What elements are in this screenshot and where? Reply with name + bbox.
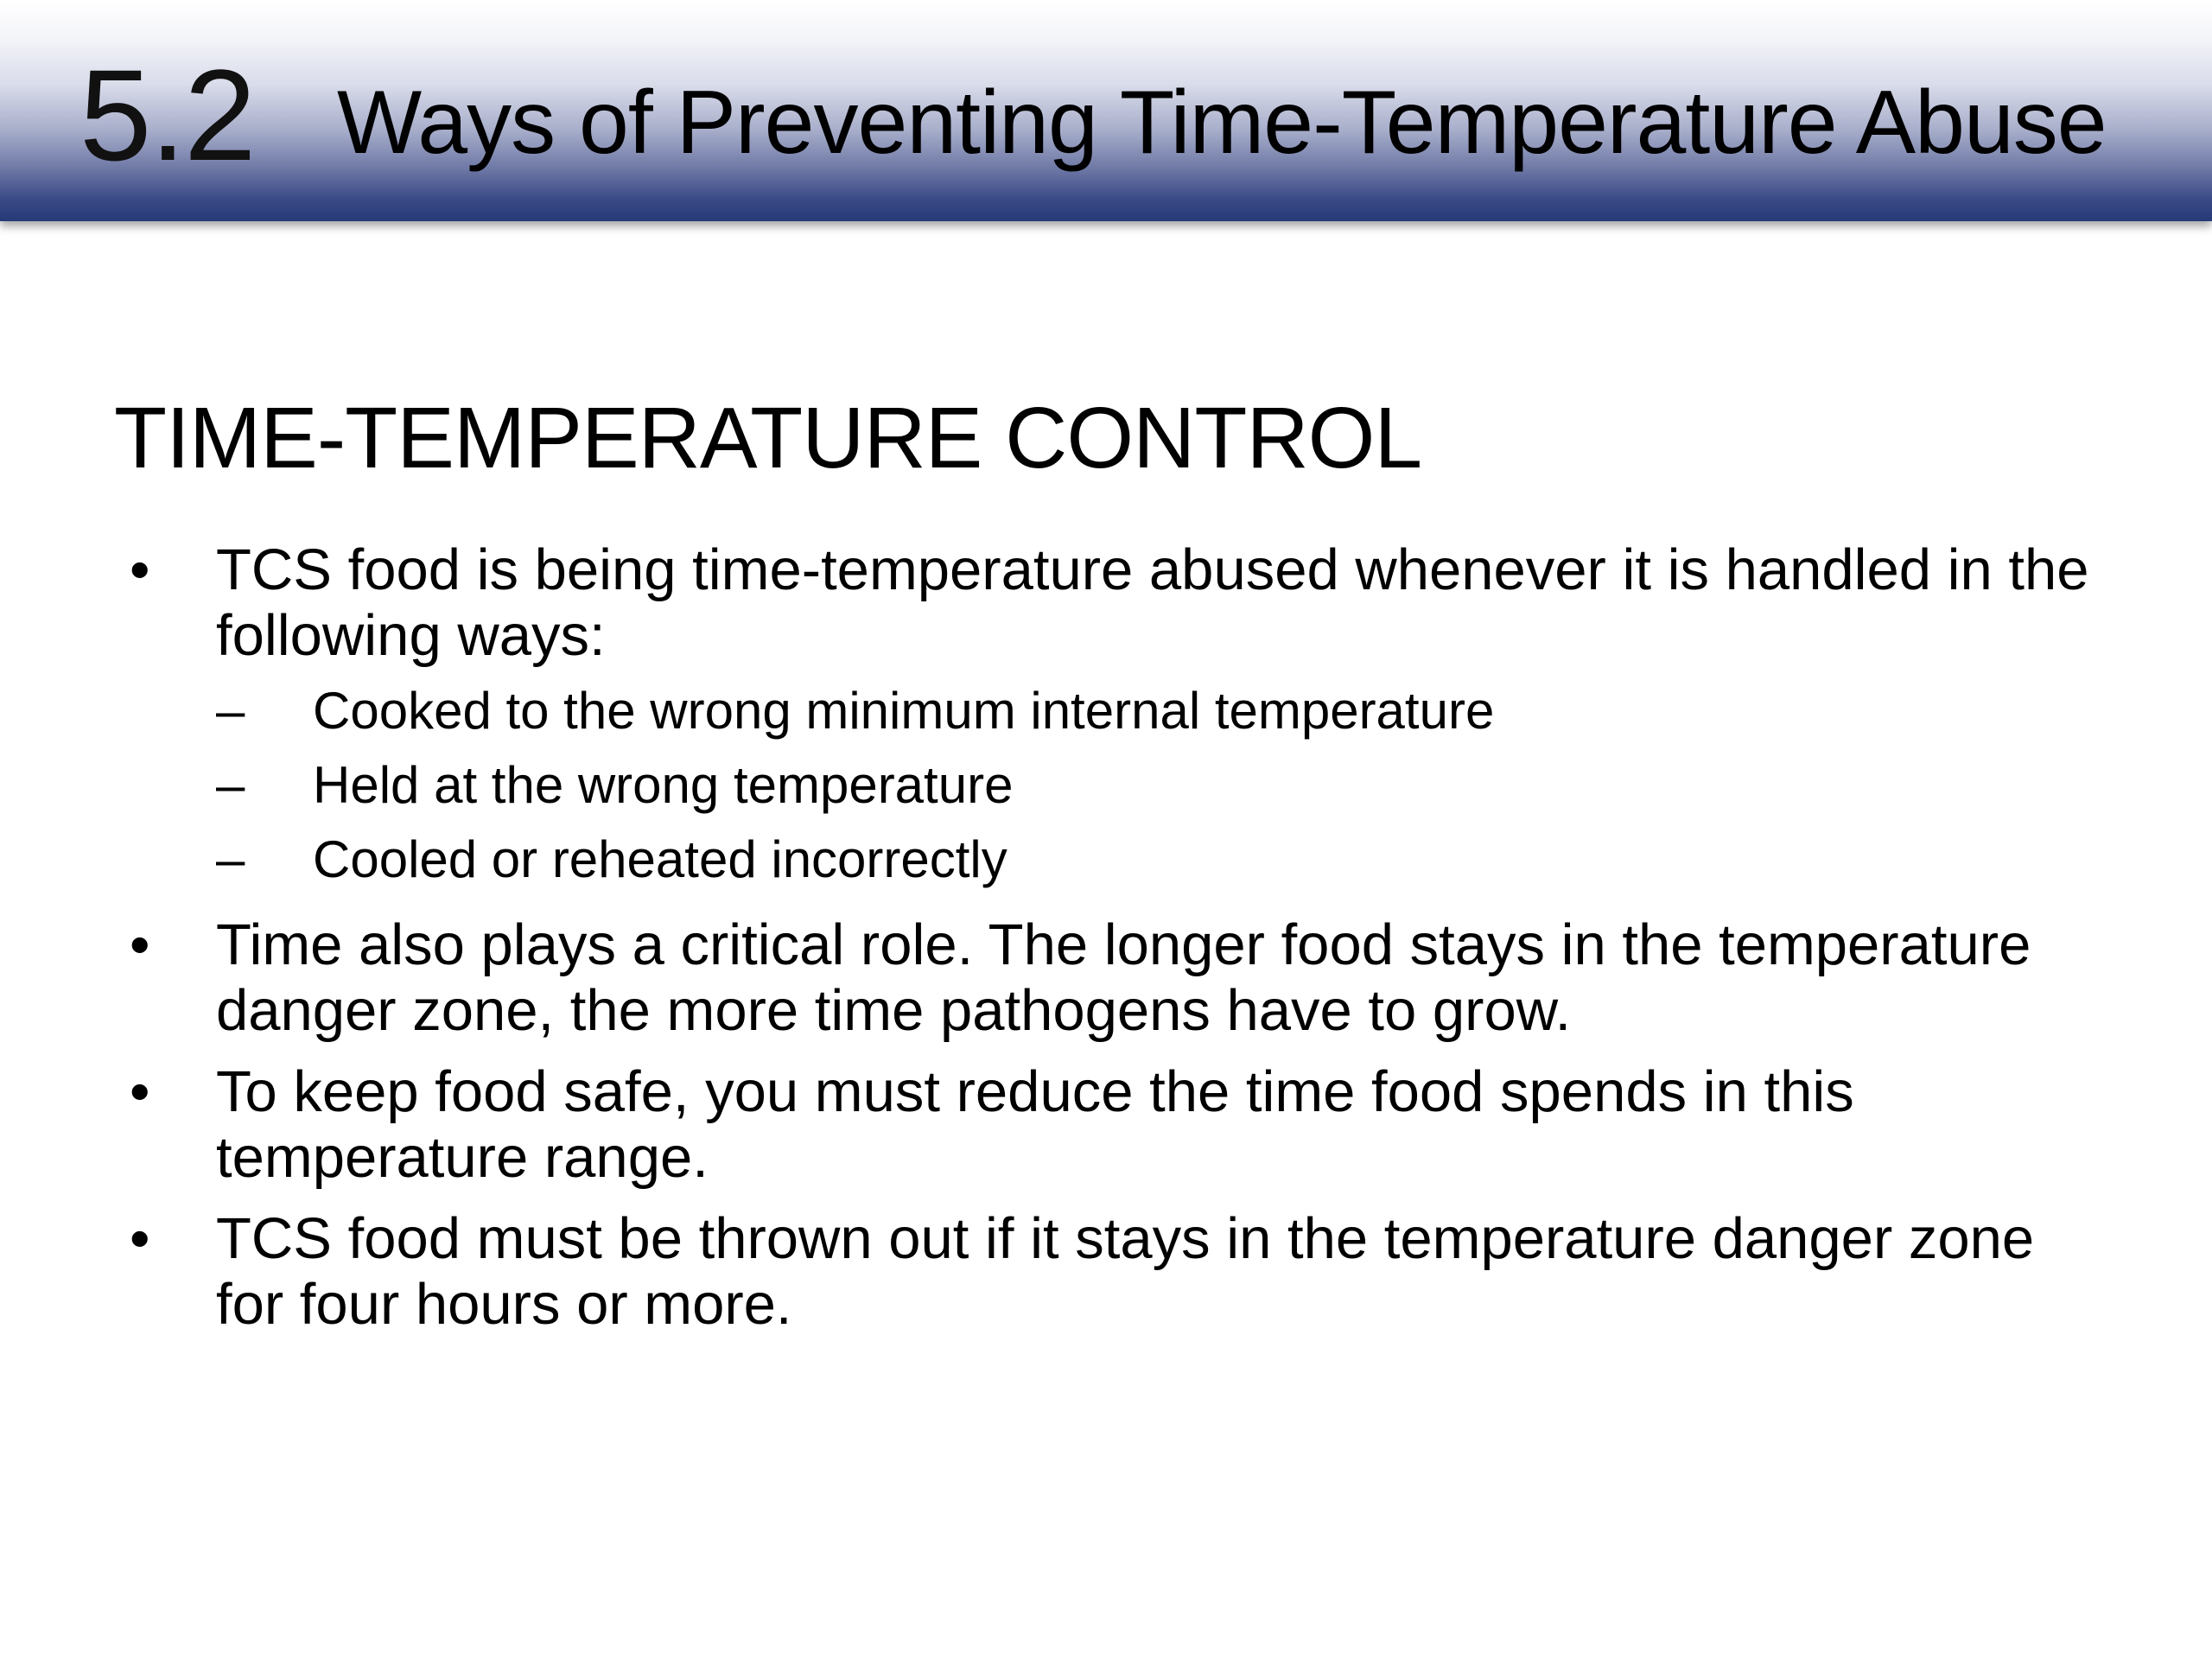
sub-bullet-list [216,674,2108,897]
header-band [0,0,2212,221]
bullet-item [121,1206,2108,1338]
dash-icon: – [216,756,245,814]
dash-icon: – [216,830,245,888]
bullet-text: TCS food must be thrown out if it stays in the temperature danger zone for four hours or more. [216,1206,2035,1337]
bullet-icon: • [130,1206,150,1271]
bullet-icon: • [130,537,150,602]
bullet-text: Time also plays a critical role. The longer food stays in the temperature danger zone, the more time pathogens have to grow. [216,912,2031,1043]
section-subheading: TIME-TEMPERATURE CONTROL [114,390,1422,486]
bullet-icon: • [130,912,150,977]
bullet-list [121,537,2108,1353]
sub-bullet-item [216,823,2108,897]
slide-title: Ways of Preventing Time-Temperature Abuse [337,73,2107,173]
sub-bullet-text: Cooked to the wrong minimum internal temperature [313,682,1495,740]
sub-bullet-item [216,748,2108,823]
bullet-item [121,912,2108,1044]
bullet-item [121,537,2108,897]
sub-bullet-text: Held at the wrong temperature [313,756,1014,814]
bullet-text: TCS food is being time-temperature abused whenever it is handled in the following ways: [216,537,2089,668]
sub-bullet-item [216,674,2108,748]
bullet-item [121,1059,2108,1191]
dash-icon: – [216,682,245,740]
sub-bullet-text: Cooled or reheated incorrectly [313,830,1007,888]
section-number: 5.2 [79,42,255,188]
bullet-icon: • [130,1059,150,1124]
bullet-text: To keep food safe, you must reduce the time food spends in this temperature range. [216,1059,1854,1190]
